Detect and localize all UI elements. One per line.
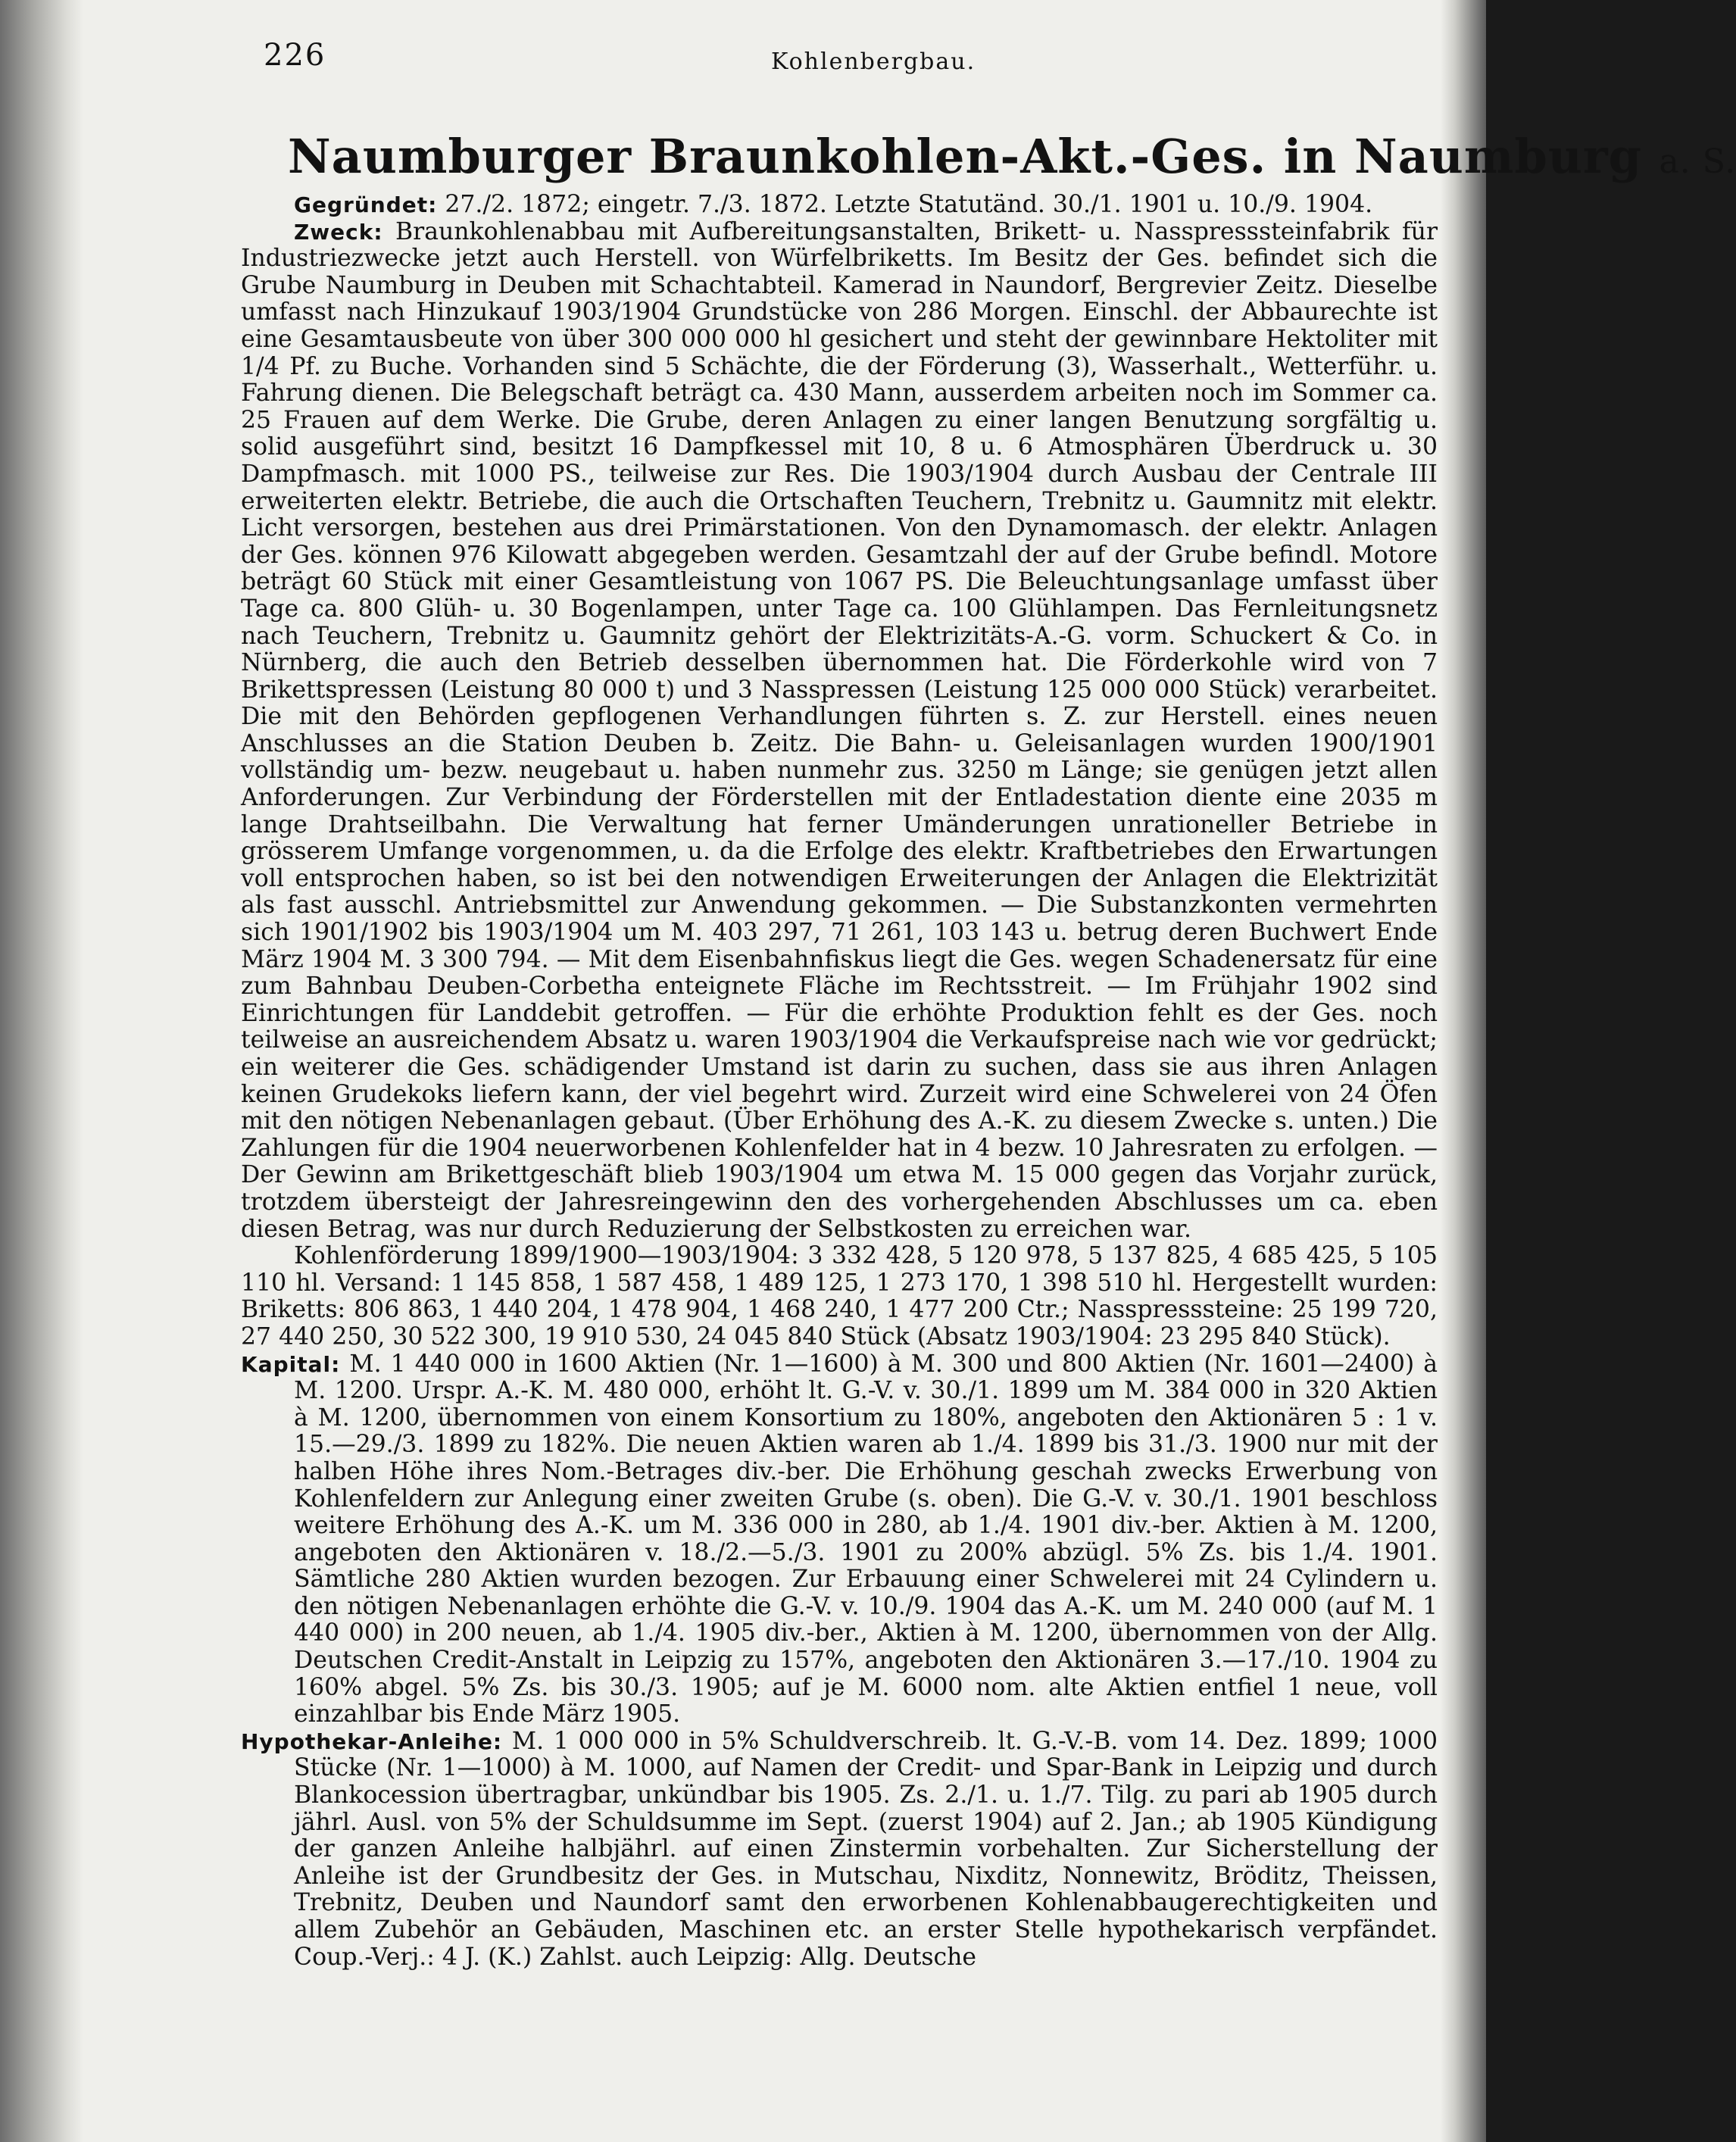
text-foerderung: Kohlenförderung 1899/1900—1903/1904: 3 332 428, 5 120 978, 5 137 825, 4 685 425, 5 105 110 hl. Versand: 1 145 858, 1 587 458, 1 489 125, 1 273 170, 1 398 510 hl. Hergestellt wurden: Briketts: 806 863, 1 440 204, 1 478 904, 1 468 240, 1 477 200 Ctr.; Nasspresssteine: 25 199 720, 27 440 250, 30 522 300, 19 910 530, 24 045 840 Stück (Absatz 1903/1904: 23 295 840 Stück). xyxy=(241,1242,1438,1350)
page-header xyxy=(241,30,1438,91)
section-hypothekar-anleihe xyxy=(241,1728,1438,1971)
label-zweck: Zweck: xyxy=(294,219,383,245)
company-title xyxy=(288,129,1736,184)
section-kapital xyxy=(241,1351,1438,1728)
section-foerderung xyxy=(241,1243,1438,1350)
book-binding-shadow xyxy=(0,0,83,2142)
text-kapital: M. 1 440 000 in 1600 Aktien (Nr. 1—1600) à M. 300 und 800 Aktien (Nr. 1601—2400) à M. 1200. Urspr. A.-K. M. 480 000, erhöht lt. G.-V. v. 30./1. 1899 um M. 384 000 in 320 Aktien à M. 1200, übernommen von einem Konsortium zu 180%, angeboten den Aktionären 5 : 1 v. 15.—29./3. 1899 zu 182%. Die neuen Aktien waren ab 1./4. 1899 bis 31./3. 1900 nur mit der halben Höhe ihres Nom.-Betrages div.-ber. Die Erhöhung geschah zwecks Erwerbung von Kohlenfeldern zur Anlegung einer zweiten Grube (s. oben). Die G.-V. v. 30./1. 1901 beschloss weitere Erhöhung des A.-K. um M. 336 000 in 280, ab 1./4. 1901 div.-ber. Aktien à M. 1200, angeboten den Aktionären v. 18./2.—5./3. 1901 zu 200% abzügl. 5% Zs. bis 1./4. 1901. Sämtliche 280 Aktien wurden bezogen. Zur Erbauung einer Schwelerei mit 24 Cylindern u. den nötigen Nebenanlagen erhöhte die G.-V. v. 10./9. 1904 das A.-K. um M. 240 000 (auf M. 1 440 000) in 200 neuen, ab 1./4. 1905 div.-ber., Aktien à M. 1200, übernommen von der Allg. Deutschen Credit-Anstalt in Leipzig zu 157%, angeboten den Aktionären 3.—17./10. 1904 zu 160% abgel. 5% Zs. bis 30./3. 1905; auf je M. 6000 nom. alte Aktien entfiel 1 neue, voll einzahlbar bis Ende März 1905. xyxy=(294,1350,1438,1728)
page-number: 226 xyxy=(264,38,326,73)
company-name: Naumburger Braunkohlen-Akt.-Ges. in Naumburg xyxy=(288,129,1642,184)
text-gegruendet: 27./2. 1872; eingetr. 7./3. 1872. Letzte Statutänd. 30./1. 1901 u. 10./9. 1904. xyxy=(445,191,1373,218)
section-gegruendet xyxy=(241,192,1438,219)
page-edge-shadow xyxy=(1441,0,1486,2142)
text-zweck: Braunkohlenabbau mit Aufbereitungsanstalten, Brikett- u. Nasspresssteinfabrik für Industriezwecke jetzt auch Herstell. von Würfelbriketts. Im Besitz der Ges. befindet sich die Grube Naumburg in Deuben mit Schachtabteil. Kamerad in Naundorf, Bergrevier Zeitz. Dieselbe umfasst nach Hinzukauf 1903/1904 Grundstücke von 286 Morgen. Einschl. der Abbaurechte ist eine Gesamtausbeute von über 300 000 000 hl gesichert und steht der gewinnbare Hektoliter mit 1/4 Pf. zu Buche. Vorhanden sind 5 Schächte, die der Förderung (3), Wasserhalt., Wetterführ. u. Fahrung dienen. Die Belegschaft beträgt ca. 430 Mann, ausserdem arbeiten noch im Sommer ca. 25 Frauen auf dem Werke. Die Grube, deren Anlagen zu einer langen Benutzung sorgfältig u. solid ausgeführt sind, besitzt 16 Dampfkessel mit 10, 8 u. 6 Atmosphären Überdruck u. 30 Dampfmasch. mit 1000 PS., teilweise zur Res. Die 1903/1904 durch Ausbau der Centrale III erweiterten elektr. Betriebe, die auch die Ortschaften Teuchern, Trebnitz u. Gaumnitz mit elektr. Licht versorgen, bestehen aus drei Primärstationen. Von den Dynamomasch. der elektr. Anlagen der Ges. können 976 Kilowatt abgegeben werden. Gesamtzahl der auf der Grube befindl. Motore beträgt 60 Stück mit einer Gesamtleistung von 1067 PS. Die Beleuchtungsanlage umfasst über Tage ca. 800 Glüh- u. 30 Bogenlampen, unter Tage ca. 100 Glühlampen. Das Fernleitungsnetz nach Teuchern, Trebnitz u. Gaumnitz gehört der Elektrizitäts-A.-G. vorm. Schuckert & Co. in Nürnberg, die auch den Betrieb desselben übernommen hat. Die Förderkohle wird von 7 Brikettspressen (Leistung 80 000 t) und 3 Nasspressen (Leistung 125 000 000 Stück) verarbeitet. Die mit den Behörden gepflogenen Verhandlungen führten s. Z. zur Herstell. eines neuen Anschlusses an die Station Deuben b. Zeitz. Die Bahn- u. Geleisanlagen wurden 1900/1901 vollständig um- bezw. neugebaut u. haben nunmehr zus. 3250 m Länge; sie genügen jetzt allen Anforderungen. Zur Verbindung der Förderstellen mit der Entladestation diente eine 2035 m lange Drahtseilbahn. Die Verwaltung hat ferner Umänderungen unrationeller Betriebe in grösserem Umfange vorgenommen, u. da die Erfolge des elektr. Kraftbetriebes den Erwartungen voll entsprochen haben, so ist bei den notwendigen Erweiterungen der Anlagen die Elektrizität als fast ausschl. Antriebsmittel zur Anwendung gekommen. — Die Substanzkonten vermehrten sich 1901/1902 bis 1903/1904 um M. 403 297, 71 261, 103 143 u. betrug deren Buchwert Ende März 1904 M. 3 300 794. — Mit dem Eisenbahnfiskus liegt die Ges. wegen Schadenersatz für eine zum Bahnbau Deuben-Corbetha enteignete Fläche im Rechtsstreit. — Im Frühjahr 1902 sind Einrichtungen für Landdebit getroffen. — Für die erhöhte Produktion fehlt es der Ges. noch teilweise an ausreichendem Absatz u. waren 1903/1904 die Verkaufspreise nach wie vor gedrückt; ein weiterer die Ges. schädigender Umstand ist darin zu suchen, dass sie aus ihren Anlagen keinen Grudekoks liefern kann, der viel begehrt wird. Zurzeit wird eine Schwelerei von 24 Öfen mit den nötigen Nebenanlagen gebaut. (Über Erhöhung des A.-K. zu diesem Zwecke s. unten.) Die Zahlungen für die 1904 neuerworbenen Kohlenfelder hat in 4 bezw. 10 Jahresraten zu erfolgen. — Der Gewinn am Brikettgeschäft blieb 1903/1904 um etwa M. 15 000 gegen das Vorjahr zurück, trotzdem übersteigt der Jahresreingewinn den des vorhergehenden Abschlusses um ca. eben diesen Betrag, was nur durch Reduzierung der Selbstkosten zu erreichen war. xyxy=(241,217,1438,1243)
label-gegruendet: Gegründet: xyxy=(294,192,438,217)
company-location-suffix: a. S. xyxy=(1659,142,1736,181)
running-head: Kohlenbergbau. xyxy=(771,48,976,75)
page-content xyxy=(241,30,1736,1971)
text-hypothekar-anleihe: M. 1 000 000 in 5% Schuldverschreib. lt. G.-V.-B. vom 14. Dez. 1899; 1000 Stücke (Nr. 1—1000) à M. 1000, auf Namen der Credit- und Spar-Bank in Leipzig und durch Blankocession übertragbar, unkündbar bis 1905. Zs. 2./1. u. 1./7. Tilg. zu pari ab 1905 durch jährl. Ausl. von 5% der Schuldsumme im Sept. (zuerst 1904) auf 2. Jan.; ab 1905 Kündigung der ganzen Anleihe halbjährl. auf einen Zinstermin vorbehalten. Zur Sicherstellung der Anleihe ist der Grundbesitz der Ges. in Mutschau, Nixditz, Nonnewitz, Bröditz, Theissen, Trebnitz, Deuben und Naundorf samt den erworbenen Kohlenabbaugerechtigkeiten und allem Zubehör an Gebäuden, Maschinen etc. an erster Stelle hypothekarisch verpfändet. Coup.-Verj.: 4 J. (K.) Zahlst. auch Leipzig: Allg. Deutsche xyxy=(294,1727,1438,1971)
section-zweck xyxy=(241,219,1438,1244)
label-kapital: Kapital: xyxy=(241,1351,341,1377)
label-hypothekar-anleihe: Hypothekar-Anleihe: xyxy=(241,1728,503,1754)
